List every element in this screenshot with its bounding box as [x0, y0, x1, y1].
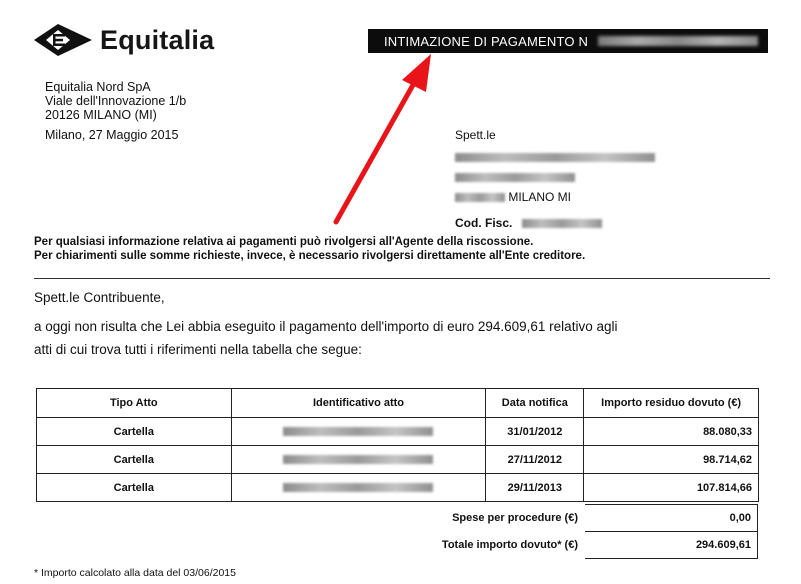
redacted-fiscal-code [522, 219, 602, 228]
header-identificativo: Identificativo atto [231, 389, 486, 418]
info-notice [34, 235, 585, 263]
acts-table [36, 388, 759, 502]
equitalia-e-icon [34, 22, 92, 58]
body-line-2: atti di cui trova tutti i riferimenti nella tabella che segue: [34, 342, 362, 357]
cell-identificativo [231, 418, 486, 446]
cell-importo: 107.814,66 [584, 474, 759, 502]
redacted-recipient-street [455, 173, 575, 182]
totals-table [36, 504, 758, 559]
greeting: Spett.le Contribuente, [34, 290, 165, 305]
header-tipo-atto: Tipo Atto [37, 389, 232, 418]
sender-street: Viale dell'Innovazione 1/b [45, 94, 187, 108]
recipient-city: MILANO MI [508, 190, 572, 204]
body-line-1: a oggi non risulta che Lei abbia eseguito il pagamento dell'importo di euro 294.609,61 relativo agli [34, 319, 618, 334]
header-data-notifica: Data notifica [486, 389, 584, 418]
cell-data: 31/01/2012 [486, 418, 584, 446]
cell-tipo: Cartella [37, 474, 232, 502]
totale-row [37, 532, 758, 559]
table-row [37, 446, 759, 474]
info-line-1: Per qualsiasi informazione relativa ai pagamenti può rivolgersi all'Agente della riscossione. [34, 236, 534, 248]
equitalia-logo [34, 22, 214, 58]
letter-date: Milano, 27 Maggio 2015 [45, 128, 179, 142]
notice-banner [368, 29, 768, 53]
banner-label: INTIMAZIONE DI PAGAMENTO N [384, 33, 589, 49]
header-importo: Importo residuo dovuto (€) [584, 389, 759, 418]
redacted-identifier [283, 427, 433, 436]
table-row [37, 418, 759, 446]
table-row [37, 474, 759, 502]
spese-row [37, 505, 758, 532]
footnote: * Importo calcolato alla data del 03/06/2015 [34, 567, 236, 579]
totale-label: Totale importo dovuto* (€) [441, 539, 578, 551]
body-paragraph [34, 315, 617, 361]
sender-city: 20126 MILANO (MI) [45, 108, 157, 122]
redacted-notice-number [598, 36, 758, 46]
spese-value: 0,00 [585, 505, 758, 532]
cell-importo: 88.080,33 [584, 418, 759, 446]
cell-tipo: Cartella [37, 418, 232, 446]
totale-value: 294.609,61 [585, 532, 758, 559]
sender-address [45, 80, 186, 122]
cell-data: 29/11/2013 [486, 474, 584, 502]
cell-identificativo [231, 474, 486, 502]
cell-tipo: Cartella [37, 446, 232, 474]
fiscal-code-label: Cod. Fisc. [455, 216, 513, 230]
redacted-recipient-name [455, 153, 655, 162]
cell-data: 27/11/2012 [486, 446, 584, 474]
cell-identificativo [231, 446, 486, 474]
divider [34, 278, 770, 279]
redacted-postcode [455, 193, 505, 202]
table-header-row [37, 389, 759, 418]
recipient-salutation: Spett.le [455, 128, 496, 142]
redacted-identifier [283, 455, 433, 464]
logo-text: Equitalia [100, 24, 215, 55]
cell-importo: 98.714,62 [584, 446, 759, 474]
info-line-2: Per chiarimenti sulle somme richieste, invece, è necessario rivolgersi direttamente all'Ente creditore. [34, 250, 586, 262]
spese-label: Spese per procedure (€) [452, 512, 578, 524]
recipient-address [455, 128, 655, 230]
sender-name: Equitalia Nord SpA [45, 80, 151, 94]
redacted-identifier [283, 483, 433, 492]
